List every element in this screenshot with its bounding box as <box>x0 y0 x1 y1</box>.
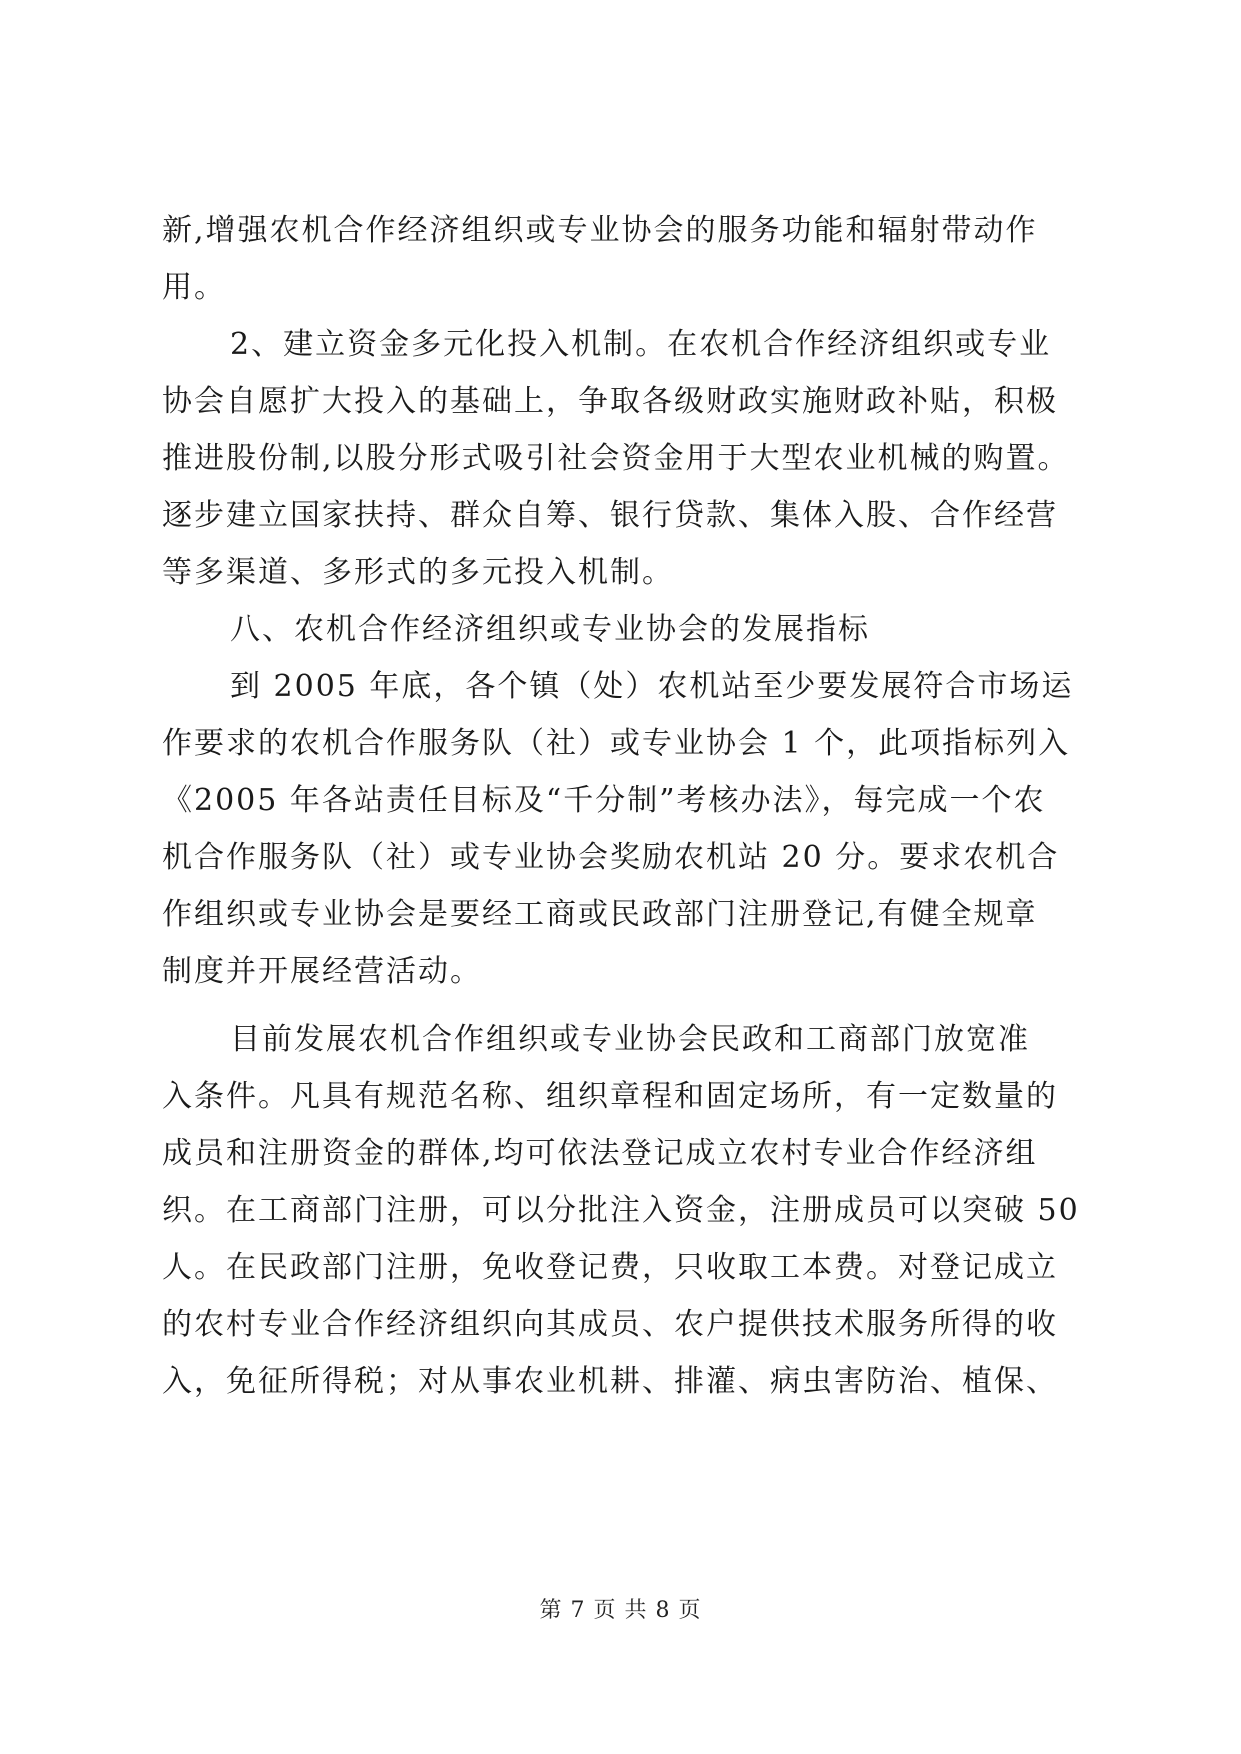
text-line: 《2005 年各站责任目标及“千分制”考核办法》，每完成一个农 <box>162 783 1046 818</box>
text-line: 作组织或专业协会是要经工商或民政部门注册登记,有健全规章 <box>162 897 1038 932</box>
text-line: 等多渠道、多形式的多元投入机制。 <box>162 555 674 590</box>
paragraph-first-line: 2、建立资金多元化投入机制。在农机合作经济组织或专业 <box>230 327 1052 362</box>
text-line: 协会自愿扩大投入的基础上，争取各级财政实施财政补贴，积极 <box>162 384 1058 419</box>
paragraph-first-line: 目前发展农机合作组织或专业协会民政和工商部门放宽准 <box>230 1022 1030 1057</box>
section-heading: 八、农机合作经济组织或专业协会的发展指标 <box>230 612 870 647</box>
text-line: 作要求的农机合作服务队（社）或专业协会 1 个，此项指标列入 <box>162 726 1071 761</box>
text-line: 机合作服务队（社）或专业协会奖励农机站 20 分。要求农机合 <box>162 840 1060 875</box>
text-line: 逐步建立国家扶持、群众自筹、银行贷款、集体入股、合作经营 <box>162 498 1058 533</box>
text-line: 新,增强农机合作经济组织或专业协会的服务功能和辐射带动作 <box>162 213 1038 248</box>
text-line: 制度并开展经营活动。 <box>162 954 482 989</box>
text-line: 入条件。凡具有规范名称、组织章程和固定场所，有一定数量的 <box>162 1079 1058 1114</box>
paragraph-first-line: 到 2005 年底，各个镇（处）农机站至少要发展符合市场运 <box>230 669 1074 704</box>
text-line: 人。在民政部门注册，免收登记费，只收取工本费。对登记成立 <box>162 1250 1058 1285</box>
text-line: 织。在工商部门注册，可以分批注入资金，注册成员可以突破 50 <box>162 1193 1080 1228</box>
text-line: 推进股份制,以股分形式吸引社会资金用于大型农业机械的购置。 <box>162 441 1070 476</box>
text-line: 用。 <box>162 270 226 305</box>
text-line: 成员和注册资金的群体,均可依法登记成立农村专业合作经济组 <box>162 1136 1038 1171</box>
text-line: 的农村专业合作经济组织向其成员、农户提供技术服务所得的收 <box>162 1307 1058 1342</box>
page-footer: 第 7 页 共 8 页 <box>539 1598 702 1623</box>
text-line: 入，免征所得税；对从事农业机耕、排灌、病虫害防治、植保、 <box>162 1364 1058 1399</box>
